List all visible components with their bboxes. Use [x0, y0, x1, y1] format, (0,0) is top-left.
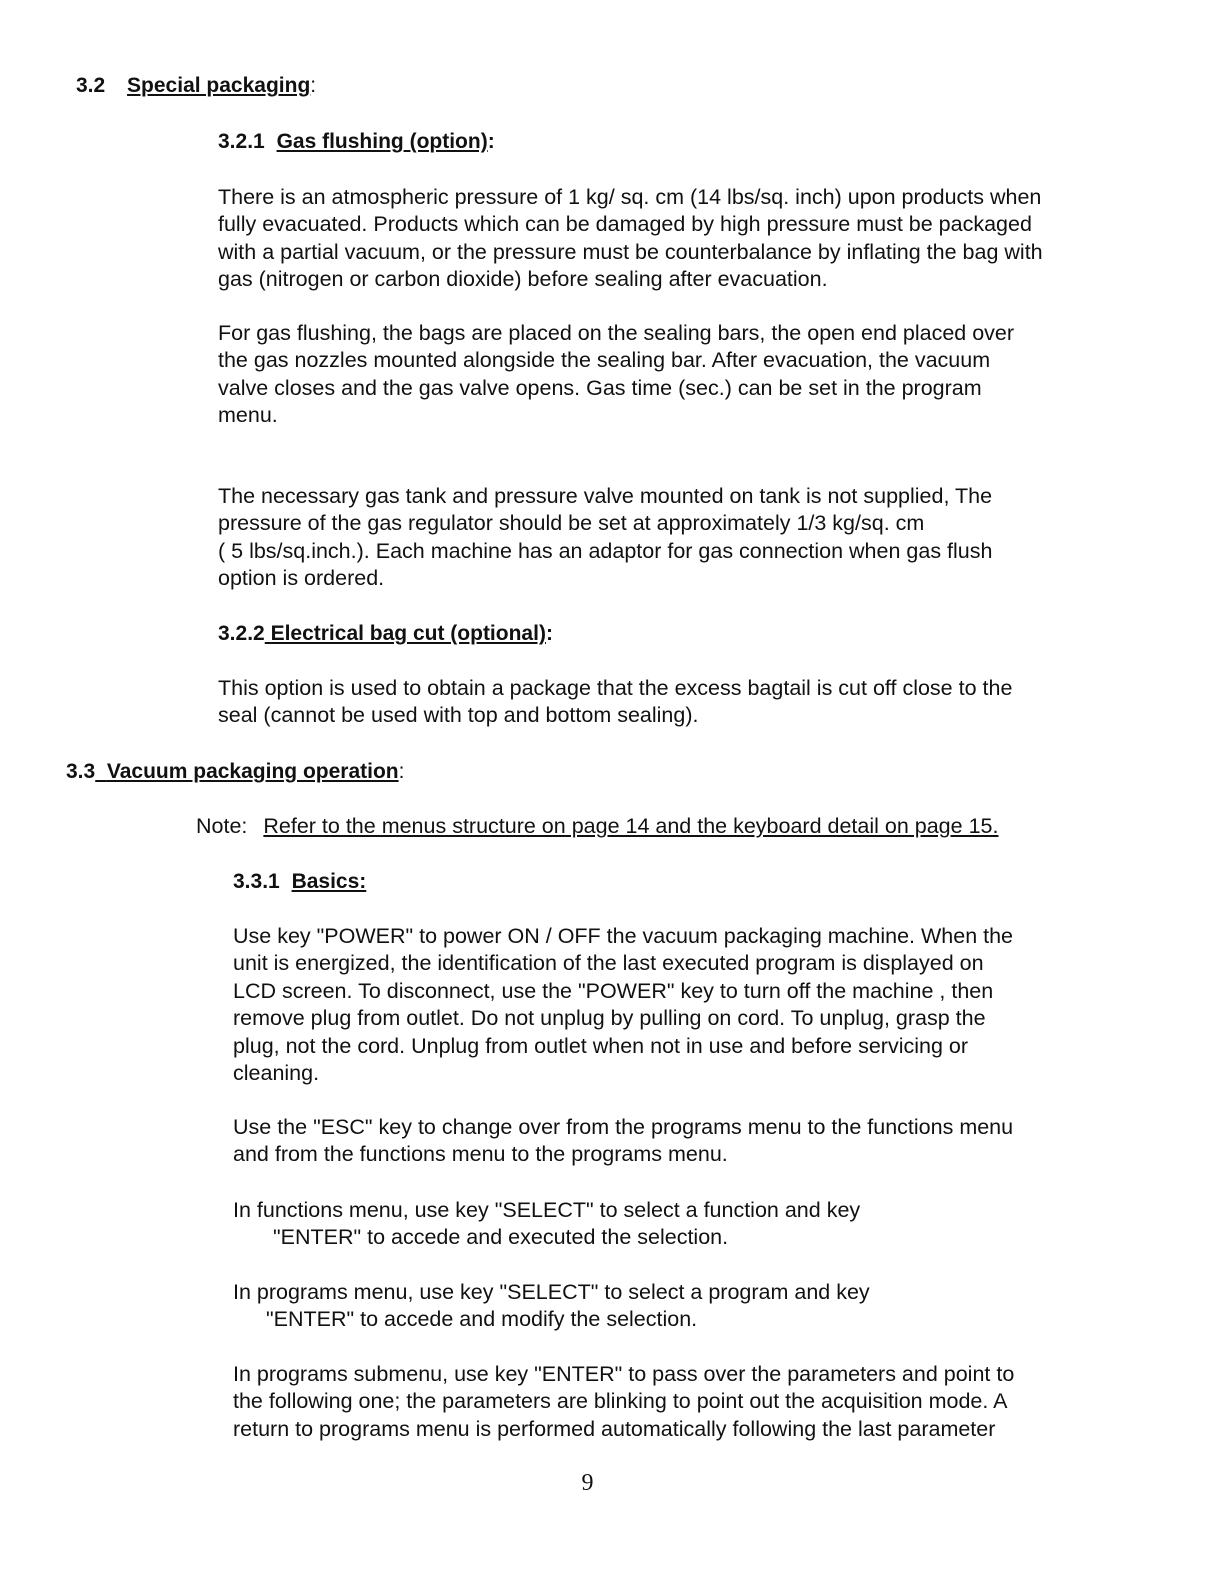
heading-3-2-1-suffix: :	[487, 130, 495, 153]
text-line: seal (cannot be used with top and bottom sealing).	[218, 703, 699, 728]
text-line: This option is used to obtain a package that the excess bagtail is cut off close to the	[218, 676, 1013, 700]
text-line: plug, not the cord. Unplug from outlet when not in use and before servicing or	[233, 1033, 969, 1058]
paragraph-gas-flushing-procedure	[218, 320, 1014, 430]
text-line: option is ordered.	[218, 566, 385, 591]
paragraph-programs-submenu	[233, 1361, 1014, 1443]
paragraph-gas-tank	[218, 483, 992, 593]
heading-3-2-suffix: :	[310, 74, 317, 97]
text-line: and from the functions menu to the programs menu.	[233, 1142, 728, 1167]
paragraph-esc-key	[233, 1114, 1013, 1169]
heading-3-2-1	[218, 130, 495, 154]
heading-3-2-2-title-text: Electrical bag cut (optional)	[270, 622, 546, 645]
note-text: Refer to the menus structure on page 14 and the keyboard detail on page 15.	[263, 814, 999, 838]
heading-3-3-1-title: Basics:	[291, 870, 367, 893]
text-line: return to programs menu is performed automatically following the last parameter	[233, 1416, 996, 1441]
heading-3-2-2-title	[265, 622, 546, 645]
text-line: menu.	[218, 403, 278, 428]
paragraph-atmospheric-pressure	[218, 184, 1043, 294]
text-line: Use the "ESC" key to change over from the programs menu to the functions menu	[233, 1115, 1014, 1139]
heading-3-2-2	[218, 622, 553, 646]
text-line: with a partial vacuum, or the pressure must be counterbalance by inflating the bag with	[218, 239, 1043, 264]
heading-3-2-2-suffix: :	[545, 622, 553, 645]
text-line: the gas nozzles mounted alongside the sealing bar. After evacuation, the vacuum	[218, 348, 991, 373]
heading-3-3-title	[95, 760, 398, 783]
text-line: In programs menu, use key "SELECT" to select a program and key	[233, 1280, 870, 1304]
text-line: There is an atmospheric pressure of 1 kg/ sq. cm (14 lbs/sq. inch) upon products when	[218, 185, 1042, 209]
heading-3-3	[66, 760, 404, 784]
heading-3-2-1-title: Gas flushing (option)	[276, 130, 488, 153]
heading-3-2	[76, 74, 316, 98]
text-line: unit is energized, the identification of the last executed program is displayed on	[233, 951, 984, 976]
text-line: valve closes and the gas valve opens. Gas time (sec.) can be set in the program	[218, 375, 982, 400]
paragraph-programs-menu	[233, 1279, 870, 1334]
text-line: gas (nitrogen or carbon dioxide) before sealing after evacuation.	[218, 267, 828, 292]
heading-3-2-1-number: 3.2.1	[218, 130, 265, 153]
text-line: fully evacuated. Products which can be damaged by high pressure must be packaged	[218, 212, 1032, 237]
heading-3-3-suffix: :	[398, 760, 405, 783]
heading-3-2-number: 3.2	[76, 74, 106, 97]
text-line: In programs submenu, use key "ENTER" to pass over the parameters and point to	[233, 1362, 1015, 1386]
text-line: remove plug from outlet. Do not unplug by pulling on cord. To unplug, grasp the	[233, 1006, 986, 1031]
heading-3-3-title-text: Vacuum packaging operation	[106, 760, 399, 783]
heading-3-2-title: Special packaging	[127, 74, 311, 97]
paragraph-functions-menu	[233, 1197, 860, 1252]
text-line: the following one; the parameters are blinking to point out the acquisition mode. A	[233, 1389, 1008, 1414]
heading-3-2-2-number: 3.2.2	[218, 622, 265, 645]
heading-3-3-1-number: 3.3.1	[233, 870, 280, 893]
heading-3-3-number: 3.3	[66, 760, 96, 783]
text-line: cleaning.	[233, 1061, 320, 1086]
text-line: "ENTER" to accede and executed the selection.	[273, 1225, 729, 1250]
text-line: "ENTER" to accede and modify the selection.	[266, 1307, 698, 1332]
note-label: Note:	[196, 814, 248, 838]
paragraph-bag-cut	[218, 675, 1012, 730]
text-line: LCD screen. To disconnect, use the "POWER" key to turn off the machine , then	[233, 978, 994, 1003]
text-line: Use key "POWER" to power ON / OFF the vacuum packaging machine. When the	[233, 924, 1014, 948]
page-number: 9	[581, 1470, 594, 1496]
note-line	[196, 814, 998, 839]
text-line: In functions menu, use key "SELECT" to select a function and key	[233, 1198, 861, 1222]
heading-3-3-1	[233, 870, 366, 894]
text-line: pressure of the gas regulator should be set at approximately 1/3 kg/sq. cm	[218, 511, 925, 536]
text-line: The necessary gas tank and pressure valve mounted on tank is not supplied, The	[218, 484, 993, 508]
text-line: For gas flushing, the bags are placed on the sealing bars, the open end placed over	[218, 321, 1015, 345]
text-line: ( 5 lbs/sq.inch.). Each machine has an adaptor for gas connection when gas flush	[218, 538, 993, 563]
paragraph-power-key	[233, 923, 1013, 1087]
